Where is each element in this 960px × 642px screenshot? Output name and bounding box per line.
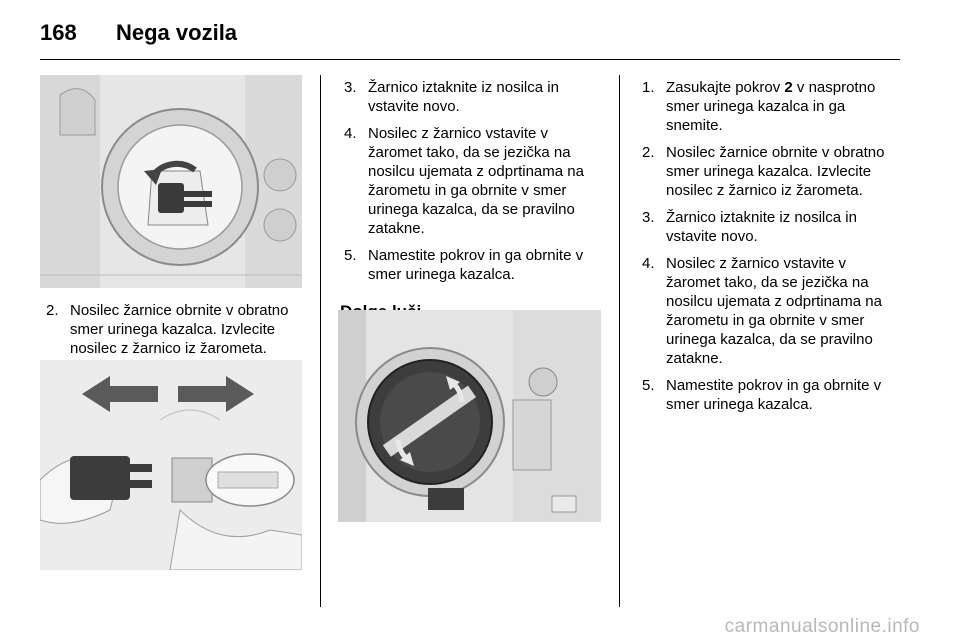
step-number: 2.: [46, 302, 59, 319]
step-number: 5.: [344, 247, 357, 264]
step-number: 3.: [344, 79, 357, 96]
figure-high-beam-cover: [338, 310, 601, 522]
list-item: [642, 143, 904, 200]
page-header: [40, 14, 920, 58]
step-text: Žarnico iztaknite iz nosilca in vstavite novo.: [368, 79, 559, 115]
cover-number: 2: [784, 79, 793, 96]
column-divider-1: [320, 75, 321, 607]
step-text: Nosilec z žarnico vstavite v žaromet tako, da se jezička na nosilcu ujemata z odprtinama na žarometu in ga obrnite v smer urinega kazalca, da se pravilno zatakne.: [666, 255, 882, 367]
step-number: 5.: [642, 377, 655, 394]
step-text: v nasprotno smer urinega kazalca in ga snemite.: [666, 79, 876, 134]
step-number: 1.: [642, 79, 655, 96]
column-divider-2: [619, 75, 620, 607]
list-item: [344, 246, 606, 284]
step-number: 4.: [344, 125, 357, 142]
step-text: Nosilec žarnice obrnite v obratno smer urinega kazalca. Izvlecite nosilec z žarnico iz žarometa.: [666, 144, 885, 199]
step-number: 4.: [642, 255, 655, 272]
figure-bulb-removal: [40, 360, 302, 570]
step-number: 3.: [642, 209, 655, 226]
list-item: [344, 124, 606, 238]
step-text: Nosilec žarnice obrnite v obratno smer urinega kazalca. Izvlecite nosilec z žarnico iz žarometa.: [70, 302, 289, 357]
header-rule: [40, 59, 900, 60]
figure-bulb-holder-rotate: [40, 75, 302, 288]
page-title: Nega vozila: [116, 20, 238, 45]
watermark: carmanualsonline.info: [724, 616, 920, 637]
step-number: 2.: [642, 144, 655, 161]
page-number: 168: [40, 20, 77, 45]
step-text: Zasukajte pokrov: [666, 79, 785, 96]
step-text: Namestite pokrov in ga obrnite v smer urinega kazalca.: [368, 247, 584, 283]
step-text: Žarnico iztaknite iz nosilca in vstavite novo.: [666, 209, 857, 245]
list-item: [344, 78, 606, 116]
step-text: Nosilec z žarnico vstavite v žaromet tako, da se jezička na nosilcu ujemata z odprtinama na žarometu in ga obrnite v smer urinega kazalca, da se pravilno zatakne.: [368, 125, 584, 237]
column-3-text: [642, 78, 904, 422]
step-text: Namestite pokrov in ga obrnite v smer urinega kazalca.: [666, 377, 882, 413]
list-item: [642, 376, 904, 414]
list-item: [642, 254, 904, 368]
list-item: [46, 301, 306, 358]
list-item: [642, 78, 904, 135]
list-item: [642, 208, 904, 246]
column-2-text: [344, 78, 606, 337]
column-1-text: [46, 301, 306, 366]
